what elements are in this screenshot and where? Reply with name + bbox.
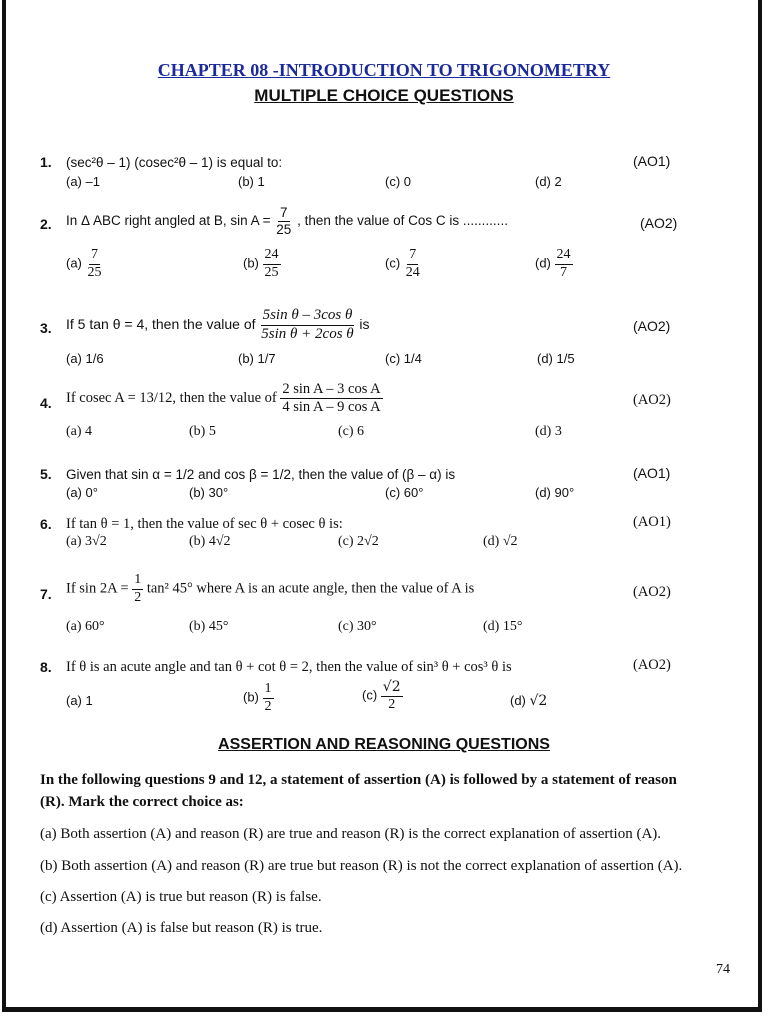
fraction-numerator: 2 sin A – 3 cos A bbox=[280, 382, 382, 399]
choice-b: (b) Both assertion (A) and reason (R) are true but reason (R) is not the correct explanation of assertion (A). bbox=[40, 858, 683, 874]
outcome-code: (AO1) bbox=[633, 514, 671, 530]
option-a: (a) –1 bbox=[66, 174, 100, 189]
fraction-numerator: 24 bbox=[555, 248, 573, 265]
fraction-denominator: 25 bbox=[276, 222, 292, 238]
fraction-denominator: 25 bbox=[87, 264, 102, 280]
option-c bbox=[385, 248, 422, 280]
option-a: (a) 4 bbox=[66, 424, 93, 439]
fraction-numerator: 7 bbox=[278, 206, 290, 222]
question-text-start: If cosec A = 13/12, then the value of bbox=[66, 390, 277, 407]
option-a bbox=[66, 248, 104, 280]
fraction-denominator: 25 bbox=[264, 264, 279, 280]
question-text bbox=[66, 573, 474, 605]
option-d: (d) 1/5 bbox=[537, 351, 575, 366]
choice-a: (a) Both assertion (A) and reason (R) are true and reason (R) is the correct explanation of assertion (A). bbox=[40, 826, 662, 842]
choice-c: (c) Assertion (A) is true but reason (R) is false. bbox=[40, 889, 322, 905]
fraction-numerator: 7 bbox=[407, 248, 418, 265]
question-number: 5. bbox=[40, 466, 52, 482]
question-number: 3. bbox=[40, 320, 52, 336]
fraction-denominator: 24 bbox=[405, 264, 420, 280]
question-text: (sec²θ – 1) (cosec²θ – 1) is equal to: bbox=[66, 155, 283, 170]
outcome-code: (AO1) bbox=[633, 465, 671, 481]
section-title: MULTIPLE CHOICE QUESTIONS bbox=[254, 86, 514, 105]
fraction-denominator: 5sin θ + 2cos θ bbox=[261, 325, 354, 342]
outcome-code: (AO1) bbox=[633, 153, 671, 169]
question-text-start: If 5 tan θ = 4, then the value of bbox=[66, 315, 256, 332]
fraction-denominator: 2 bbox=[388, 696, 396, 712]
option-b: (b) 1 bbox=[238, 174, 265, 189]
option-d: (d) √2 bbox=[483, 534, 518, 549]
question-text-end: is bbox=[359, 315, 370, 332]
option-d: (d) 2 bbox=[535, 174, 562, 189]
fraction-numerator: 7 bbox=[89, 248, 100, 265]
option-c bbox=[362, 680, 403, 712]
question-number: 7. bbox=[40, 586, 52, 602]
outcome-code: (AO2) bbox=[640, 215, 678, 231]
page-number: 74 bbox=[716, 962, 730, 977]
option-c: (c) 0 bbox=[385, 174, 411, 189]
option-d: (d) 3 bbox=[535, 424, 562, 439]
fraction-numerator: 1 bbox=[263, 682, 274, 699]
option-a: (a) 3√2 bbox=[66, 534, 107, 549]
option-d bbox=[510, 693, 547, 709]
option-c: (c) 2√2 bbox=[338, 534, 379, 549]
question-text-start: If sin 2A = bbox=[66, 580, 129, 597]
question-text bbox=[66, 382, 383, 415]
option-a: (a) 0° bbox=[66, 485, 98, 500]
question-number: 8. bbox=[40, 659, 52, 675]
fraction bbox=[555, 248, 573, 280]
option-c: (c) 60° bbox=[385, 485, 424, 500]
option-label: (a) bbox=[66, 255, 82, 271]
option-a: (a) 1 bbox=[66, 693, 93, 708]
fraction bbox=[259, 308, 355, 343]
option-c: (c) 1/4 bbox=[385, 351, 422, 366]
fraction bbox=[280, 382, 382, 415]
fraction-denominator: 2 bbox=[264, 698, 272, 714]
fraction-numerator: √2 bbox=[382, 679, 401, 695]
fraction-numerator: 5sin θ – 3cos θ bbox=[261, 308, 355, 326]
fraction-numerator: 1 bbox=[132, 573, 143, 590]
question-text: Given that sin α = 1/2 and cos β = 1/2, then the value of (β – α) is bbox=[66, 467, 456, 482]
outcome-code: (AO2) bbox=[633, 318, 671, 334]
option-a: (a) 60° bbox=[66, 619, 105, 634]
question-text-end: tan² 45° where A is an acute angle, then the value of A is bbox=[146, 580, 475, 597]
outcome-code: (AO2) bbox=[633, 657, 671, 673]
fraction bbox=[132, 573, 143, 605]
option-label: (b) bbox=[243, 689, 259, 705]
question-text bbox=[66, 308, 370, 343]
instructions-line-2: (R). Mark the correct choice as: bbox=[40, 794, 244, 810]
option-label: (d) bbox=[510, 693, 526, 708]
question-number: 1. bbox=[40, 154, 52, 170]
option-b bbox=[243, 248, 281, 280]
option-b: (b) 1/7 bbox=[238, 351, 276, 366]
option-b: (b) 45° bbox=[189, 619, 229, 634]
outcome-code: (AO2) bbox=[633, 584, 671, 600]
option-label: (c) bbox=[362, 687, 378, 703]
option-label: (b) bbox=[243, 255, 259, 271]
fraction-denominator: 2 bbox=[134, 589, 142, 605]
option-label: (c) bbox=[385, 255, 401, 271]
option-b: (b) 4√2 bbox=[189, 534, 231, 549]
option-b bbox=[243, 682, 274, 714]
option-d: (d) 15° bbox=[483, 619, 523, 634]
fraction-denominator: 4 sin A – 9 cos A bbox=[282, 399, 381, 416]
question-text: If tan θ = 1, then the value of sec θ + cosec θ is: bbox=[66, 516, 343, 532]
option-label: (d) bbox=[535, 255, 551, 271]
question-number: 6. bbox=[40, 516, 52, 532]
choice-d: (d) Assertion (A) is false but reason (R) is true. bbox=[40, 920, 323, 936]
chapter-title: CHAPTER 08 -INTRODUCTION TO TRIGONOMETRY bbox=[157, 60, 611, 80]
outcome-code: (AO2) bbox=[633, 392, 671, 408]
question-number: 4. bbox=[40, 395, 52, 411]
option-c: (c) 6 bbox=[338, 424, 365, 439]
option-value: √2 bbox=[529, 693, 548, 709]
question-text-end: , then the value of Cos C is ............ bbox=[297, 213, 508, 229]
option-b: (b) 30° bbox=[189, 485, 229, 500]
fraction bbox=[86, 248, 104, 280]
option-d bbox=[535, 248, 573, 280]
option-a: (a) 1/6 bbox=[66, 351, 104, 366]
question-text: If θ is an acute angle and tan θ + cot θ = 2, then the value of sin³ θ + cos³ θ is bbox=[66, 659, 512, 675]
assertion-reasoning-heading: ASSERTION AND REASONING QUESTIONS bbox=[218, 736, 550, 753]
instructions-line-1: In the following questions 9 and 12, a statement of assertion (A) is followed by a statement of reason bbox=[40, 772, 677, 788]
option-c: (c) 30° bbox=[338, 619, 377, 634]
fraction-denominator: 7 bbox=[560, 264, 568, 280]
fraction bbox=[263, 248, 281, 280]
question-number: 2. bbox=[40, 216, 52, 232]
fraction-numerator: 24 bbox=[263, 248, 281, 265]
fraction bbox=[404, 248, 422, 280]
fraction bbox=[274, 206, 293, 237]
question-text bbox=[66, 206, 508, 237]
option-d: (d) 90° bbox=[535, 485, 575, 500]
question-text-start: In Δ ABC right angled at B, sin A = bbox=[66, 213, 271, 229]
fraction bbox=[381, 680, 403, 712]
option-b: (b) 5 bbox=[189, 424, 216, 439]
fraction bbox=[263, 682, 274, 714]
